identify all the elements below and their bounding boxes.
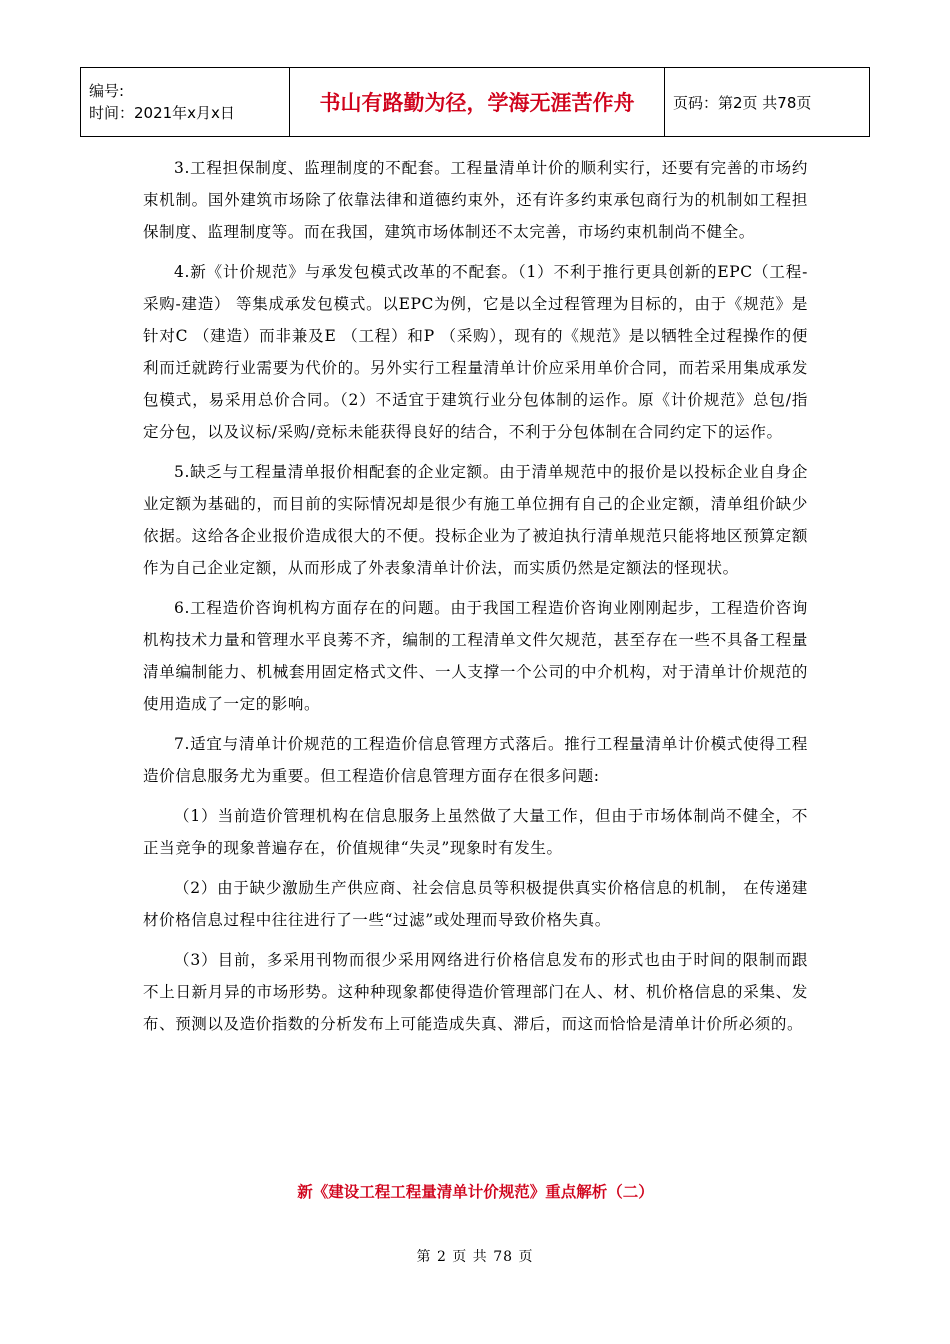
paragraph-7-1: （1）当前造价管理机构在信息服务上虽然做了大量工作，但由于市场体制尚不健全，不正当竞争的现象普遍存在，价值规律“失灵”现象时有发生。 — [143, 807, 808, 857]
paragraph-7-2: （2）由于缺少激励生产供应商、社会信息员等积极提供真实价格信息的机制， 在传递建材价格信息过程中往往进行了一些“过滤”或处理而导致价格失真。 — [143, 879, 808, 929]
header-motto: 书山有路勤为径，学海无涯苦作舟 — [290, 68, 665, 137]
document-header — [80, 67, 870, 137]
paragraph-4: 4.新《计价规范》与承发包模式改革的不配套。（1）不利于推行更具创新的EPC（工程-采购-建造） 等集成承发包模式。以EPC为例，它是以全过程管理为目标的，由于《规范》是针对C （建造）而非兼及E （工程）和P （采购），现有的《规范》是以牺牲全过程操作的便利而迁就跨行业需要为代价的。另外实行工程量清单计价应采用单价合同，而若采用集成承发包模式，易采用总价合同。（2）不适宜于建筑行业分包体制的运作。原《计价规范》总包/指定分包，以及议标/采购/竞标未能获得良好的结合，不利于分包体制在合同约定下的运作。 — [143, 263, 808, 441]
paragraph-7-3: （3）目前，多采用刊物而很少采用网络进行价格信息发布的形式也由于时间的限制而跟不上日新月异的市场形势。这种种现象都使得造价管理部门在人、材、机价格信息的采集、发布、预测以及造价指数的分析发布上可能造成失真、滞后，而这而恰恰是清单计价所必须的。 — [143, 951, 808, 1033]
document-date: 时间：2021年x月x日 — [89, 104, 235, 122]
section-title: 新《建设工程工程量清单计价规范》重点解析（二） — [297, 1183, 654, 1201]
document-body — [143, 152, 808, 1048]
header-page-info: 页码：第2页 共78页 — [665, 68, 870, 137]
paragraph-7: 7.适宜与清单计价规范的工程造价信息管理方式落后。推行工程量清单计价模式使得工程造价信息服务尤为重要。但工程造价信息管理方面存在很多问题: — [143, 735, 808, 785]
paragraph-5: 5.缺乏与工程量清单报价相配套的企业定额。由于清单规范中的报价是以投标企业自身企业定额为基础的，而目前的实际情况却是很少有施工单位拥有自己的企业定额，清单组价缺少依据。这给各企业报价造成很大的不便。投标企业为了被迫执行清单规范只能将地区预算定额作为自己企业定额，从而形成了外表象清单计价法，而实质仍然是定额法的怪现状。 — [143, 463, 808, 577]
paragraph-3: 3.工程担保制度、监理制度的不配套。工程量清单计价的顺利实行，还要有完善的市场约束机制。国外建筑市场除了依靠法律和道德约束外，还有许多约束承包商行为的机制如工程担保制度、监理制度等。而在我国，建筑市场体制还不太完善，市场约束机制尚不健全。 — [143, 159, 808, 241]
header-meta — [81, 68, 290, 137]
document-code-label: 编号: — [89, 82, 125, 100]
paragraph-6: 6.工程造价咨询机构方面存在的问题。由于我国工程造价咨询业刚刚起步，工程造价咨询机构技术力量和管理水平良莠不齐，编制的工程清单文件欠规范，甚至存在一些不具备工程量清单编制能力、机械套用固定格式文件、一人支撑一个公司的中介机构，对于清单计价规范的使用造成了一定的影响。 — [143, 599, 808, 713]
page-footer: 第 2 页 共 78 页 — [416, 1249, 534, 1265]
